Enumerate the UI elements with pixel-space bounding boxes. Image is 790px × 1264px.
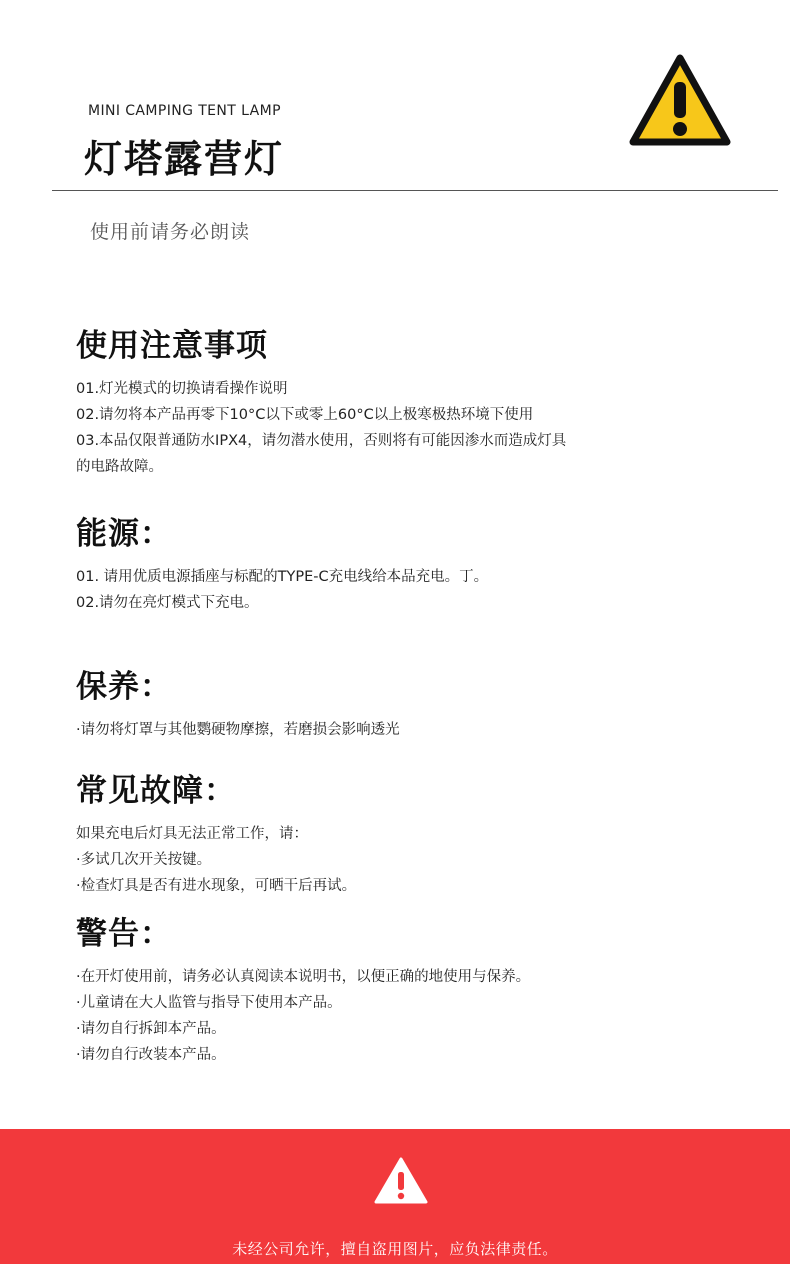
copyright-notice: 未经公司允许，擅自盗用图片，应负法律责任。 xyxy=(232,1240,558,1258)
header-divider xyxy=(52,190,778,191)
section-power xyxy=(76,514,488,616)
section-line: 02.请勿在亮灯模式下充电。 xyxy=(76,595,259,611)
section-title: 警告： xyxy=(76,916,172,952)
section-title: 常见故障： xyxy=(76,773,236,809)
section-title: 保养： xyxy=(76,669,172,705)
section-line: ·请勿将灯罩与其他鹦硬物摩擦，若磨损会影响透光 xyxy=(76,722,400,738)
section-line: ·多试几次开关按键。 xyxy=(76,852,212,868)
section-line: ·请勿自行改装本产品。 xyxy=(76,1047,226,1063)
section-title: 使用注意事项 xyxy=(76,328,268,364)
copyright-footer xyxy=(0,1129,790,1264)
product-title: 灯塔露营灯 xyxy=(84,137,285,181)
product-subtitle-en: MINI CAMPING TENT LAMP xyxy=(88,103,281,119)
section-maintenance xyxy=(76,667,400,743)
section-line: 01.灯光模式的切换请看操作说明 xyxy=(76,381,288,397)
read-before-use-note: 使用前请务必朗读 xyxy=(90,221,251,243)
section-line: 如果充电后灯具无法正常工作，请： xyxy=(76,826,308,842)
section-warning xyxy=(76,914,530,1068)
section-line: ·检查灯具是否有进水现象，可晒干后再试。 xyxy=(76,878,357,894)
section-usage-notes xyxy=(76,326,566,480)
section-line: ·儿童请在大人监管与指导下使用本产品。 xyxy=(76,995,342,1011)
section-line: 01. 请用优质电源插座与标配的TYPE-C充电线给本品充电。丁。 xyxy=(76,569,489,585)
section-title: 能源： xyxy=(76,516,172,552)
section-line: 03.本品仅限普通防水IPX4，请勿潜水使用，否则将有可能因渗水而造成灯具 xyxy=(76,433,567,449)
section-line: ·在开灯使用前，请务必认真阅读本说明书，以便正确的地使用与保养。 xyxy=(76,969,531,985)
section-line: ·请勿自行拆卸本产品。 xyxy=(76,1021,226,1037)
section-line: 的电路故障。 xyxy=(76,459,163,475)
section-common-faults xyxy=(76,771,356,899)
section-line: 02.请勿将本产品再零下10°C以下或零上60°C以上极寒极热环境下使用 xyxy=(76,407,534,423)
warning-triangle-icon xyxy=(628,52,732,150)
warning-triangle-icon xyxy=(373,1156,429,1206)
